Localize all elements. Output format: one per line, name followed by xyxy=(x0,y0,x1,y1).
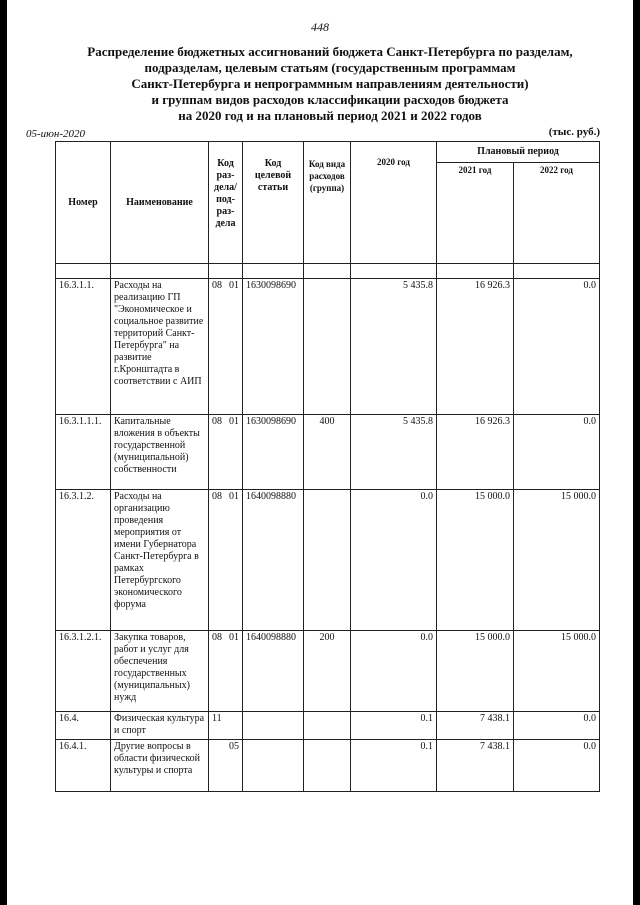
table-row xyxy=(56,490,600,631)
header-name: Наименование xyxy=(111,142,209,264)
cell-number: 16.4.1. xyxy=(56,740,111,792)
cell-vid xyxy=(304,279,351,415)
cell-number: 16.3.1.1.1. xyxy=(56,415,111,490)
cell-target: 1640098880 xyxy=(243,490,304,631)
cell-vid xyxy=(304,740,351,792)
cell-razdel: 08 xyxy=(212,416,222,427)
cell-section xyxy=(209,415,243,490)
title-line: на 2020 год и на плановый период 2021 и 2022 годов xyxy=(178,108,482,123)
title-line: Распределение бюджетных ассигнований бюджета Санкт-Петербурга по разделам, xyxy=(87,44,573,59)
header-section: Код раз-дела/ под-раз-дела xyxy=(209,142,243,264)
title-line: Санкт-Петербурга и непрограммным направлениям деятельности) xyxy=(131,76,529,91)
cell-podrazdel: 01 xyxy=(229,280,239,291)
cell-2021: 7 438.1 xyxy=(437,740,514,792)
header-2021: 2021 год xyxy=(437,163,514,264)
cell-number: 16.3.1.1. xyxy=(56,279,111,415)
header-number: Номер xyxy=(56,142,111,264)
cell-section xyxy=(209,490,243,631)
table-row xyxy=(56,740,600,792)
cell-section xyxy=(209,740,243,792)
header-target: Код целевой статьи xyxy=(243,142,304,264)
cell-number: 16.3.1.2. xyxy=(56,490,111,631)
cell-2022: 15 000.0 xyxy=(514,631,600,712)
cell-2021: 15 000.0 xyxy=(437,490,514,631)
document-date: 05-июн-2020 xyxy=(26,128,86,140)
cell-target xyxy=(243,712,304,740)
cell-2022: 0.0 xyxy=(514,415,600,490)
cell-2020: 0.1 xyxy=(351,740,437,792)
cell-2021: 16 926.3 xyxy=(437,279,514,415)
cell-name: Капитальные вложения в объекты государственной (муниципальной) собственности xyxy=(111,415,209,490)
page-number: 448 xyxy=(311,20,329,34)
cell-razdel: 11 xyxy=(212,713,222,724)
cell-podrazdel: 01 xyxy=(229,416,239,427)
document-title xyxy=(30,44,630,124)
cell-target: 1640098880 xyxy=(243,631,304,712)
scan-border-right xyxy=(633,0,640,905)
cell-2022: 0.0 xyxy=(514,740,600,792)
header-vid: Код вида расходов (группа) xyxy=(304,142,351,264)
title-line: подразделам, целевым статьям (государственным программам xyxy=(144,60,516,75)
cell-razdel: 08 xyxy=(212,280,222,291)
cell-name: Другие вопросы в области физической культуры и спорта xyxy=(111,740,209,792)
cell-number: 16.4. xyxy=(56,712,111,740)
cell-target: 1630098690 xyxy=(243,415,304,490)
cell-2020: 5 435.8 xyxy=(351,415,437,490)
cell-podrazdel: 05 xyxy=(229,741,239,752)
unit-label: (тыс. руб.) xyxy=(548,126,600,138)
cell-vid xyxy=(304,712,351,740)
spacer-row xyxy=(56,264,600,279)
title-line: и группам видов расходов классификации расходов бюджета xyxy=(151,92,509,107)
cell-podrazdel: 01 xyxy=(229,632,239,643)
cell-name: Расходы на реализацию ГП "Экономическое и социальное развитие территорий Санкт-Петербурга" на развитие г.Кронштадта в соответствии с АИП xyxy=(111,279,209,415)
cell-vid: 400 xyxy=(304,415,351,490)
header-2022: 2022 год xyxy=(514,163,600,264)
cell-section xyxy=(209,712,243,740)
table-row xyxy=(56,279,600,415)
cell-name: Физическая культура и спорт xyxy=(111,712,209,740)
cell-vid xyxy=(304,490,351,631)
budget-table xyxy=(55,141,600,792)
cell-target xyxy=(243,740,304,792)
cell-name: Закупка товаров, работ и услуг для обеспечения государственных (муниципальных) нужд xyxy=(111,631,209,712)
cell-razdel: 08 xyxy=(212,491,222,502)
cell-name: Расходы на организацию проведения мероприятия от имени Губернатора Санкт-Петербурга в рамках Петербургского экономического форума xyxy=(111,490,209,631)
cell-2022: 0.0 xyxy=(514,712,600,740)
cell-2022: 0.0 xyxy=(514,279,600,415)
header-planned-period: Плановый период xyxy=(437,142,600,163)
cell-number: 16.3.1.2.1. xyxy=(56,631,111,712)
cell-2021: 15 000.0 xyxy=(437,631,514,712)
cell-target: 1630098690 xyxy=(243,279,304,415)
table-row xyxy=(56,415,600,490)
cell-2020: 0.0 xyxy=(351,490,437,631)
table-row xyxy=(56,631,600,712)
header-2020: 2020 год xyxy=(351,142,437,264)
cell-section xyxy=(209,279,243,415)
table-row xyxy=(56,712,600,740)
cell-2021: 7 438.1 xyxy=(437,712,514,740)
cell-2022: 15 000.0 xyxy=(514,490,600,631)
cell-vid: 200 xyxy=(304,631,351,712)
cell-2021: 16 926.3 xyxy=(437,415,514,490)
cell-2020: 0.1 xyxy=(351,712,437,740)
cell-2020: 5 435.8 xyxy=(351,279,437,415)
scan-border-left xyxy=(0,0,7,905)
cell-podrazdel: 01 xyxy=(229,491,239,502)
cell-razdel: 08 xyxy=(212,632,222,643)
cell-2020: 0.0 xyxy=(351,631,437,712)
cell-section xyxy=(209,631,243,712)
